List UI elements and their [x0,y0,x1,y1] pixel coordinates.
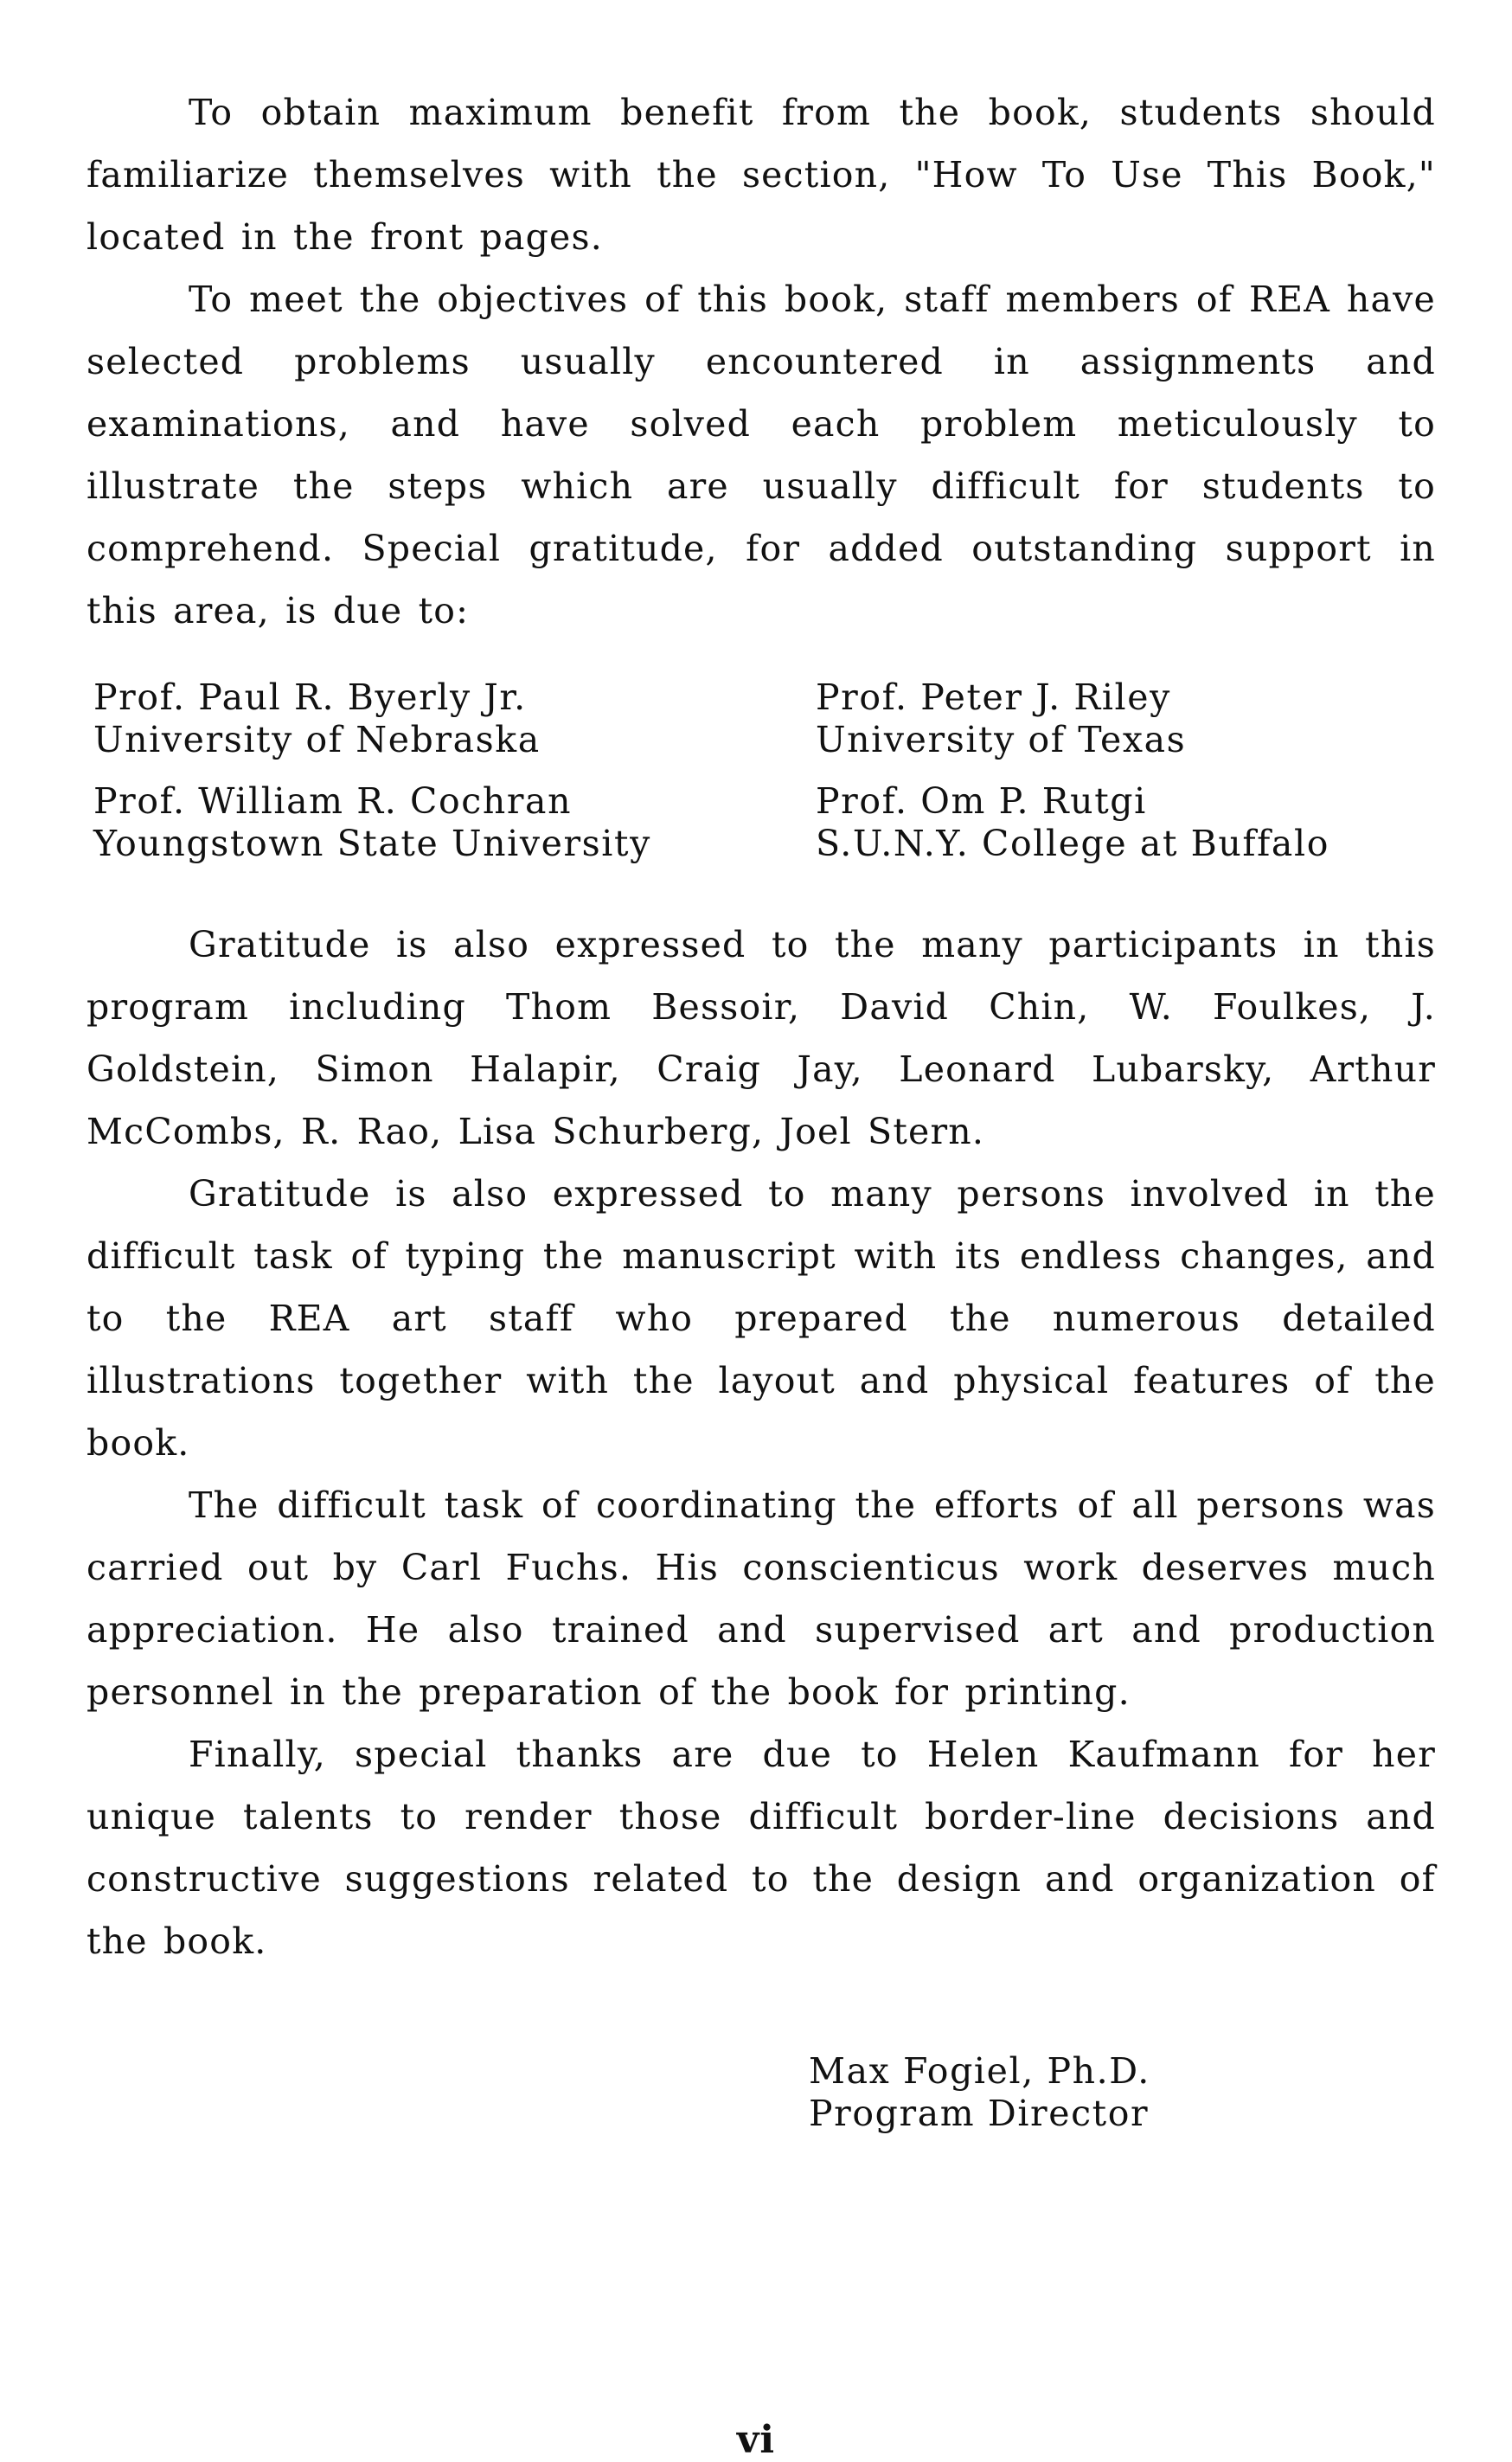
acknowledgee [93,780,816,865]
acknowledgees-list [93,676,1436,865]
paragraph-participants: Gratitude is also expressed to the many participants in this program including Thom Bessoir, David Chin, W. Foulkes, J. Goldstein, Simon Halapir, Craig Jay, Leonard Lubarsky, Arthur McCombs, R. Rao, Lisa Schurberg, Joel Stern. [86,924,1436,1152]
page-body [86,81,1436,1972]
signature-name: Max Fogiel, Ph.D. [809,2050,1150,2092]
acknowledgee-name: Prof. Peter J. Riley [816,676,1171,718]
acknowledgee-affiliation: S.U.N.Y. College at Buffalo [816,823,1329,864]
acknowledgee [93,676,816,761]
signature-title: Program Director [809,2093,1150,2134]
paragraph-typing-art-staff: Gratitude is also expressed to many persons involved in the difficult task of typing the manuscript with its endless changes, and to the REA art staff who prepared the numerous detailed illustrations together with the layout and physical features of the book. [86,1173,1436,1464]
signature-block [809,2050,1150,2135]
acknowledgee [816,676,1421,761]
paragraph-objectives: To meet the objectives of this book, staff members of REA have selected problems usually encountered in assignments and examinations, and have solved each problem meticulously to illustrate the steps which are usually difficult for students to comprehend. Special gratitude, for added outstanding support in this area, is due to: [86,279,1436,632]
paragraph-how-to-use: To obtain maximum benefit from the book, students should familiarize themselves with the section, "How To Use This Book," located in the front pages. [86,92,1436,258]
paragraph-final-thanks: Finally, special thanks are due to Helen Kaufmann for her unique talents to render those difficult border-line decisions and constructive suggestions related to the design and organization of the book. [86,1734,1436,1962]
page-number: vi [736,2418,776,2462]
paragraph-coordination: The difficult task of coordinating the efforts of all persons was carried out by Carl Fuchs. His conscienticus work deserves much appreciation. He also trained and supervised art and production personnel in the preparation of the book for printing. [86,1484,1436,1713]
acknowledgee-name: Prof. Paul R. Byerly Jr. [93,676,527,718]
acknowledgee-affiliation: Youngstown State University [93,823,651,864]
acknowledgee-name: Prof. William R. Cochran [93,780,573,822]
acknowledgee [816,780,1421,865]
acknowledgee-affiliation: University of Texas [816,719,1187,760]
acknowledgee-name: Prof. Om P. Rutgi [816,780,1147,822]
acknowledgee-affiliation: University of Nebraska [93,719,541,760]
